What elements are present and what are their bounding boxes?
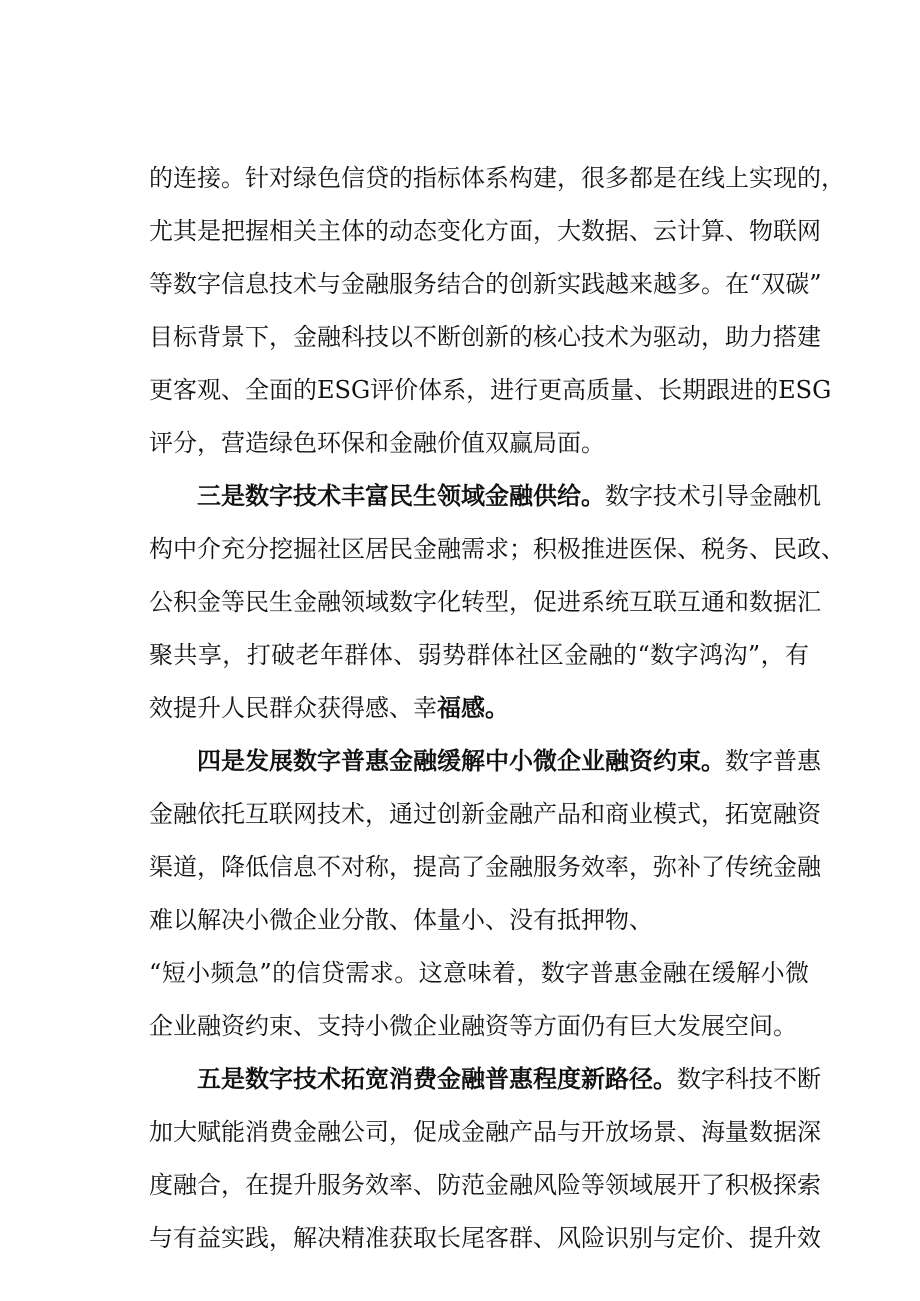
paragraph-3-line-6: 企业融资约束、支持小微企业融资等方面仍有巨大发展空间。 bbox=[149, 1012, 797, 1040]
paragraph-3-line-4: 难以解决小微企业分散、体量小、没有抵押物、 bbox=[149, 906, 653, 934]
paragraph-2-heading: 三是数字技术丰富民生领域金融供给。 bbox=[197, 481, 605, 510]
paragraph-4-line-2: 加大赋能消费金融公司，促成金融产品与开放场景、海量数据深 bbox=[149, 1118, 821, 1146]
paragraph-3-line-3: 渠道，降低信息不对称，提高了金融服务效率，弥补了传统金融 bbox=[149, 853, 821, 881]
paragraph-4-line-4: 与有益实践，解决精准获取长尾客群、风险识别与定价、提升效 bbox=[149, 1224, 821, 1252]
paragraph-3-line-1 bbox=[197, 743, 821, 779]
paragraph-1-line-3: 等数字信息技术与金融服务结合的创新实践越来越多。在“双碳” bbox=[149, 270, 822, 298]
paragraph-1-line-6: 评分，营造绿色环保和金融价值双赢局面。 bbox=[149, 429, 605, 457]
paragraph-1-line-1: 的连接。针对绿色信贷的指标体系构建，很多都是在线上实现的， bbox=[149, 164, 845, 192]
paragraph-1-line-4: 目标背景下，金融科技以不断创新的核心技术为驱动，助力搭建 bbox=[149, 323, 821, 351]
paragraph-4-line-1 bbox=[197, 1061, 821, 1097]
paragraph-3-line-2: 金融依托互联网技术，通过创新金融产品和商业模式，拓宽融资 bbox=[149, 800, 821, 828]
paragraph-3-heading: 四是发展数字普惠金融缓解中小微企业融资约束。 bbox=[197, 746, 725, 775]
paragraph-2-line-5-text: 效提升人民群众获得感、幸 bbox=[149, 694, 437, 722]
paragraph-2-line-5 bbox=[149, 690, 809, 726]
paragraph-4-heading: 五是数字技术拓宽消费金融普惠程度新路径。 bbox=[197, 1064, 677, 1093]
paragraph-2-line-1 bbox=[197, 478, 821, 514]
paragraph-2-line-1-text: 数字技术引导金融机 bbox=[605, 482, 821, 510]
paragraph-2-line-5-bold: 福感。 bbox=[437, 693, 509, 722]
paragraph-4-line-3: 度融合，在提升服务效率、防范金融风险等领域展开了积极探索 bbox=[149, 1171, 821, 1199]
paragraph-1-line-2: 尤其是把握相关主体的动态变化方面，大数据、云计算、物联网 bbox=[149, 217, 821, 245]
paragraph-1-line-5: 更客观、全面的ESG评价体系，进行更高质量、长期跟进的ESG bbox=[149, 376, 832, 404]
paragraph-4-line-1-text: 数字科技不断 bbox=[677, 1065, 821, 1093]
paragraph-3-line-5: “短小频急”的信贷需求。这意味着，数字普惠金融在缓解小微 bbox=[149, 959, 809, 987]
paragraph-2-line-4: 聚共享，打破老年群体、弱势群体社区金融的“数字鸿沟”，有 bbox=[149, 641, 809, 669]
paragraph-2-line-3: 公积金等民生金融领域数字化转型，促进系统互联互通和数据汇 bbox=[149, 588, 821, 616]
paragraph-3-line-1-text: 数字普惠 bbox=[725, 747, 821, 775]
paragraph-2-line-2: 构中介充分挖掘社区居民金融需求；积极推进医保、税务、民政、 bbox=[149, 535, 845, 563]
